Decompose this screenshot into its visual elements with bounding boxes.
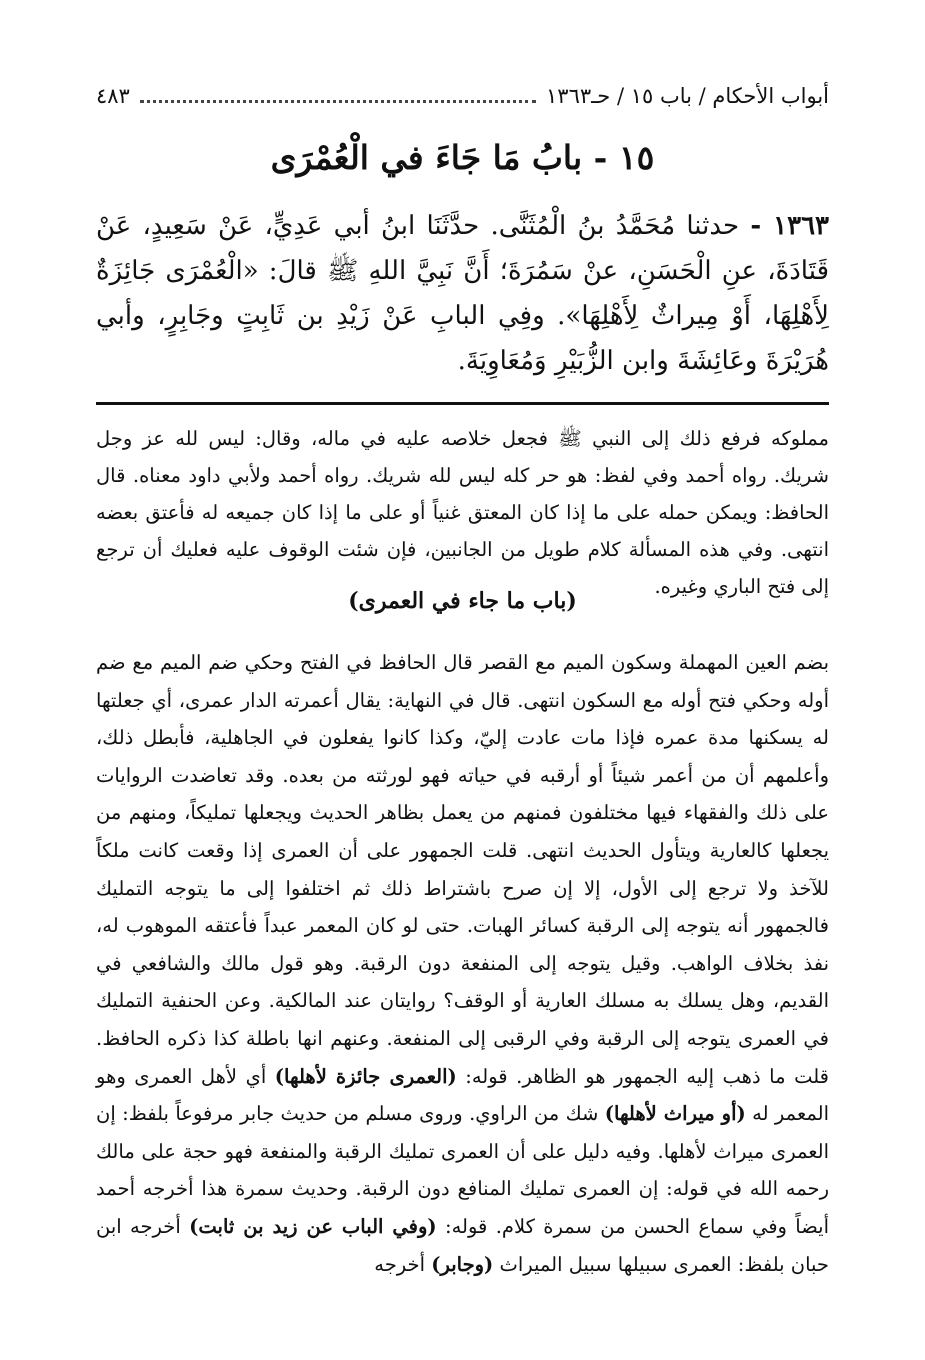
page-number: ٤٨٣ [96, 84, 130, 108]
commentary-text [96, 644, 829, 1283]
hadith-number: ١٣٦٣ - [750, 211, 829, 241]
footnote-separator [96, 402, 829, 405]
commentary-paragraph [96, 644, 829, 1283]
quoted-phrase-3: (وفي الباب عن زيد بن ثابت) [189, 1214, 437, 1238]
commentary-segment-1: بضم العين المهملة وسكون الميم مع القصر قال الحافظ في الفتح وحكي ضم الميم مع ضم أوله وحكي فتح أوله مع السكون انتهى. قال في النهاية: يقال أعمرته الدار عمرى، أي جعلتها له يسكنها مدة عمره فإذا مات عادت إليّ، وكذا كانوا يفعلون في الجاهلية، فأبطل ذلك، وأعلمهم أن من أعمر شيئاً أو أرقبه في حياته فهو لورثته من بعده. وقد تعاضدت الروايات على ذلك والفقهاء فيها مختلفون فمنهم من يعمل بظاهر الحديث ويجعلها تمليكاً، ومنهم من يجعلها كالعارية ويتأول الحديث انتهى. قلت الجمهور على أن العمرى إذا وقعت كانت ملكاً للآخذ ولا ترجع إلى الأول، إلا إن صرح باشتراط ذلك ثم اختلفوا إلى ما يتوجه التمليك فالجمهور أنه يتوجه إلى الرقبة كسائر الهبات. حتى لو كان المعمر عبداً فأعتقه الموهوب له، نفذ بخلاف الواهب. وقيل يتوجه إلى المنفعة دون الرقبة. وهو قول مالك والشافعي في القديم، وهل يسلك به مسلك العارية أو الوقف؟ روايتان عند المالكية. وعن الحنفية التمليك في العمرى يتوجه إلى الرقبة وفي الرقبى إلى المنفعة. وعنهم انها باطلة كذا ذكره الحافظ. قلت ما ذهب إليه الجمهور هو الظاهر. قوله: [96, 651, 830, 1088]
hadith-text-block [96, 204, 829, 384]
leader-dots [140, 100, 536, 103]
commentary-segment-2: أي لأهل العمرى وهو المعمر له [96, 1064, 829, 1126]
commentary-segment-4: أخرجه ابن حبان بلفظ: العمرى سبيلها سبيل الميراث [96, 1214, 829, 1276]
quoted-phrase-4: (وجابر) [431, 1252, 494, 1276]
commentary-segment-5: أخرجه [374, 1252, 426, 1276]
quoted-phrase-2: (أو ميراث لأهلها) [604, 1102, 746, 1126]
running-header [96, 78, 829, 114]
footnote-continuation: مملوكه فرفع ذلك إلى النبي ﷺ فجعل خلاصه عليه في ماله، وقال: ليس لله عز وجل شريك. رواه أحمد وفي لفظ: هو حر كله ليس لله شريك. رواه أحمد ولأبي داود معناه. قال الحافظ: ويمكن حمله على ما إذا كان المعتق غنياً أو على ما إذا كان جميعه له فأعتق بعضه انتهى. وفي هذه المسألة كلام طويل من الجانبين، فإن شئت الوقوف عليه فعليك أن ترجع إلى فتح الباري وغيره. [96, 427, 829, 598]
commentary-segment-3: شك من الراوي. وروى مسلم من حديث جابر مرفوعاً بلفظ: إن العمرى ميراث لأهلها. وفيه دليل على أن العمرى تمليك الرقبة والمنفعة فهو حجة على مالك رحمه الله في قوله: إن العمرى تمليك المنافع دون الرقبة. وحديث سمرة هذا أخرجه أحمد أيضاً وفي سماع الحسن من سمرة كلام. قوله: [96, 1102, 829, 1238]
chapter-title: ١٥ - بابُ مَا جَاءَ في الْعُمْرَى [270, 138, 655, 177]
commentary-heading: (باب ما جاء في العمرى) [348, 588, 577, 614]
hadith-body: حدثنا مُحَمَّدُ بنُ الْمُثَنَّى. حدَّثَنَا ابنُ أبي عَدِيٍّ، عَنْ سَعِيدٍ، عَنْ قَتَادَةَ، عنِ الْحَسَنِ، عنْ سَمُرَةَ؛ أَنَّ نَبِيَّ اللهِ ﷺ قالَ: «الْعُمْرَى جَائِزَةٌ لِأَهْلِهَا، أَوْ مِيراثٌ لِأَهْلِهَا». وفِي البابِ عَنْ زَيْدِ بن ثَابِتٍ وجَابِرٍ، وأبي هُرَيْرَةَ وعَائِشَةَ وابن الزُّبَيْرِ وَمُعَاوِيَةَ. [96, 211, 829, 376]
quoted-phrase-1: (العمرى جائزة لأهلها) [274, 1064, 457, 1088]
running-title: أبواب الأحكام / باب ١٥ / حـ١٣٦٣ [546, 84, 829, 108]
